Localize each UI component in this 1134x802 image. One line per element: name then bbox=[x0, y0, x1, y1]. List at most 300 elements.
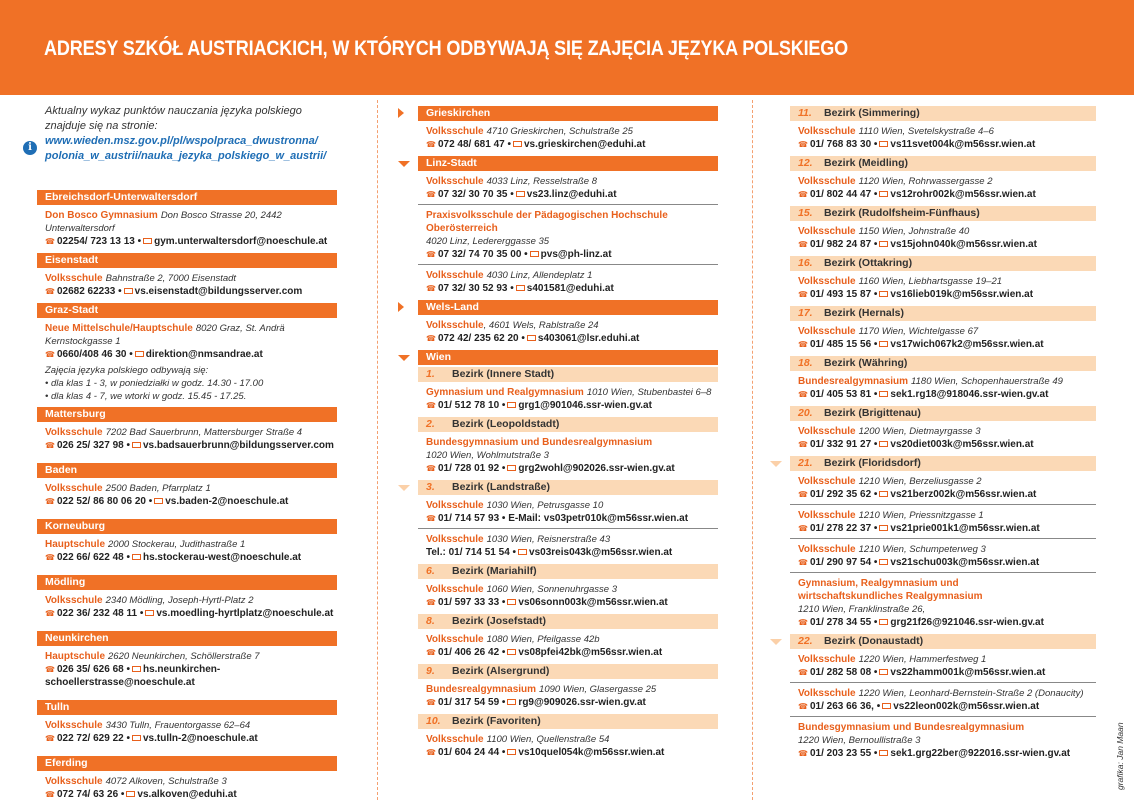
triangle-arrow-icon bbox=[398, 108, 404, 118]
school-entry: Gymnasium und Realgymnasium 1010 Wien, Stubenbastei 6–8 ☎ 01/ 512 78 10 • grg1@901046.ssr-wien.gv.at bbox=[426, 387, 712, 411]
school-name: Volksschule bbox=[798, 126, 856, 137]
region-header: Korneuburg bbox=[37, 519, 337, 534]
school-entry: Volksschule 1030 Wien, Reisnerstraße 43 Tel.: 01/ 714 51 54 • vs03reis043k@m56ssr.wien.at bbox=[426, 534, 673, 558]
phone-icon: ☎ bbox=[45, 497, 55, 506]
school-name: Volksschule bbox=[798, 510, 856, 521]
column-divider bbox=[752, 100, 753, 800]
email[interactable]: vs15john040k@m56ssr.wien.at bbox=[890, 239, 1037, 250]
mail-icon bbox=[879, 391, 888, 397]
phone-icon: ☎ bbox=[426, 284, 436, 293]
school-name: Volksschule bbox=[798, 654, 856, 665]
school-address: Don Bosco Strasse 20, 2442 Unterwaltersdorf bbox=[45, 210, 282, 234]
phone-icon: ☎ bbox=[45, 237, 55, 246]
column-divider bbox=[377, 100, 378, 800]
school-address: 1080 Wien, Pfeilgasse 42b bbox=[486, 634, 600, 645]
phone-number: 01/ 597 33 33 bbox=[437, 597, 500, 608]
school-entry: Volksschule 1220 Wien, Leonhard-Bernstein-Straße 2 (Donaucity) ☎ 01/ 263 66 36, • vs22leon002k@m56ssr.wien.at bbox=[790, 683, 1096, 717]
school-entry: Volksschule 2500 Baden, Pfarrplatz 1 ☎ 022 52/ 86 80 06 20 • vs.baden-2@noeschule.at bbox=[45, 483, 289, 507]
school-entry: Bundesrealgymnasium 1090 Wien, Glasergasse 25 ☎ 01/ 317 54 59 • rg9@909026.ssr-wien.gv.at bbox=[426, 684, 657, 708]
school-name: Volksschule bbox=[45, 483, 103, 494]
phone-number: 022 66/ 622 48 bbox=[56, 552, 124, 563]
school-address: 1060 Wien, Sonnenuhrgasse 3 bbox=[486, 584, 617, 595]
school-entry: Volksschule 1210 Wien, Priessnitzgasse 1 ☎ 01/ 278 22 37 • vs21prie001k1@m56ssr.wien.at bbox=[790, 505, 1096, 539]
school-name: Volksschule bbox=[426, 634, 484, 645]
mail-icon bbox=[879, 341, 888, 347]
intro-link[interactable]: www.wieden.msz.gov.pl/pl/wspolpraca_dwustronna/ bbox=[45, 135, 318, 147]
region-header: Tulln bbox=[37, 700, 337, 715]
region-header: Graz-Stadt bbox=[37, 303, 337, 318]
school-address: 1010 Wien, Stubenbastei 6–8 bbox=[586, 387, 712, 398]
email[interactable]: vs20diet003k@m56ssr.wien.at bbox=[890, 439, 1034, 450]
column-3 bbox=[790, 104, 1096, 763]
school-entry: Volksschule 4033 Linz, Resselstraße 8 ☎ 07 32/ 30 70 35 • vs23.linz@eduhi.at bbox=[418, 171, 718, 205]
school-address: 4030 Linz, Allendeplatz 1 bbox=[486, 270, 593, 281]
phone-number: 01/ 332 91 27 bbox=[809, 439, 872, 450]
mail-icon bbox=[507, 599, 516, 605]
district-header: 3. Bezirk (Landstraße) bbox=[418, 480, 718, 495]
region-header: Ebreichsdorf-Unterwaltersdorf bbox=[37, 190, 337, 205]
phone-icon: ☎ bbox=[426, 514, 436, 523]
triangle-arrow-icon bbox=[770, 461, 782, 467]
school-entry: Don Bosco Gymnasium Don Bosco Strasse 20, 2442 Unterwaltersdorf ☎ 02254/ 723 13 13 • gym.unterwaltersdorf@noeschule.at bbox=[45, 210, 328, 247]
district-header: 12. Bezirk (Meidling) bbox=[790, 156, 1096, 171]
mail-icon bbox=[879, 141, 888, 147]
triangle-arrow-icon bbox=[770, 639, 782, 645]
phone-number: 01/ 982 24 87 bbox=[809, 239, 872, 250]
intro-block bbox=[28, 100, 337, 188]
phone-number: 07 32/ 30 52 93 bbox=[437, 283, 508, 294]
mail-icon bbox=[507, 699, 516, 705]
school-name: Volksschule bbox=[45, 427, 103, 438]
school-entry: Volksschule 1220 Wien, Hammerfestweg 1 ☎ 01/ 282 58 08 • vs22hamm001k@m56ssr.wien.at bbox=[790, 649, 1096, 683]
district-header: 16. Bezirk (Ottakring) bbox=[790, 256, 1096, 271]
email[interactable]: vs21prie001k1@m56ssr.wien.at bbox=[890, 523, 1040, 534]
school-address: 1210 Wien, Priessnitzgasse 1 bbox=[858, 510, 984, 521]
school-name: Volksschule bbox=[426, 320, 484, 331]
school-address: 1030 Wien, Petrusgasse 10 bbox=[486, 500, 604, 511]
mail-icon bbox=[145, 610, 154, 616]
school-name: Volksschule bbox=[798, 476, 856, 487]
phone-number: 072 48/ 681 47 bbox=[437, 139, 505, 150]
phone-number: 01/ 768 83 30 bbox=[809, 139, 872, 150]
mail-icon bbox=[507, 649, 516, 655]
school-name: Volksschule bbox=[798, 176, 856, 187]
school-name: Hauptschule bbox=[45, 651, 106, 662]
phone-number: 01/ 406 26 42 bbox=[437, 647, 500, 658]
note-line: • dla klas 1 - 3, w poniedziałki w godz. 14.30 - 17.00 bbox=[45, 378, 264, 389]
school-entry: Bundesrealgymnasium 1180 Wien, Schopenhauerstraße 49 ☎ 01/ 405 53 81 • sek1.rg18@918046.ssr-wien.gv.at bbox=[798, 376, 1063, 400]
school-address: 4033 Linz, Resselstraße 8 bbox=[486, 176, 597, 187]
email[interactable]: direktion@nmsandrae.at bbox=[145, 349, 263, 360]
phone-number: 026 35/ 626 68 bbox=[56, 664, 124, 675]
school-entry: Volksschule 4072 Alkoven, Schulstraße 3 ☎ 072 74/ 63 26 • vs.alkoven@eduhi.at bbox=[45, 776, 237, 800]
school-address: 2500 Baden, Pfarrplatz 1 bbox=[105, 483, 211, 494]
school-entry: Volksschule 1120 Wien, Rohrwassergasse 2 ☎ 01/ 802 44 47 • vs12rohr002k@m56ssr.wien.at bbox=[798, 176, 1036, 200]
region-header: Neunkirchen bbox=[37, 631, 337, 646]
school-address: 1220 Wien, Hammerfestweg 1 bbox=[858, 654, 987, 665]
intro-link[interactable]: polonia_w_austrii/nauka_jezyka_polskiego_w_austrii/ bbox=[45, 150, 327, 162]
school-address: 1210 Wien, Schumpeterweg 3 bbox=[858, 544, 986, 555]
phone-icon: ☎ bbox=[45, 609, 55, 618]
region-header: Wels-Land bbox=[418, 300, 718, 315]
phone-number: 02682 62233 bbox=[56, 286, 116, 297]
mail-icon bbox=[882, 703, 891, 709]
school-entry: Volksschule 2340 Mödling, Joseph-Hyrtl-Platz 2 ☎ 022 36/ 232 48 11 • vs.moedling-hyrtlplatz@noeschule.at bbox=[45, 595, 334, 619]
email[interactable]: s403061@lsr.eduhi.at bbox=[537, 333, 640, 344]
school-name: Bundesrealgymnasium bbox=[798, 376, 909, 387]
phone-number: 01/ 493 15 87 bbox=[809, 289, 872, 300]
phone-icon: ☎ bbox=[45, 734, 55, 743]
school-entry: Volksschule 1160 Wien, Liebhartsgasse 19–21 ☎ 01/ 493 15 87 • vs16lieb019k@m56ssr.wien.at bbox=[798, 276, 1034, 300]
column-2 bbox=[418, 104, 718, 762]
mail-icon bbox=[527, 335, 536, 341]
schedule-note bbox=[37, 361, 337, 405]
phone-icon: ☎ bbox=[45, 287, 55, 296]
intro-text: Aktualny wykaz punktów nauczania języka polskiego bbox=[45, 105, 302, 117]
mail-icon bbox=[879, 619, 888, 625]
school-address: 1210 Wien, Franklinstraße 26, bbox=[798, 604, 926, 615]
mail-icon bbox=[879, 291, 888, 297]
school-address: 2620 Neunkirchen, Schöllerstraße 7 bbox=[108, 651, 260, 662]
mail-icon bbox=[879, 441, 888, 447]
phone-icon: ☎ bbox=[798, 702, 808, 711]
school-entry: Volksschule 1170 Wien, Wichtelgasse 67 ☎ 01/ 485 15 56 • vs17wich067k2@m56ssr.wien.at bbox=[798, 326, 1044, 350]
phone-number: 01/ 292 35 62 bbox=[809, 489, 872, 500]
school-address: 1220 Wien, Leonhard-Bernstein-Straße 2 (Donaucity) bbox=[858, 688, 1084, 699]
phone-number: 01/ 714 57 93 bbox=[437, 513, 500, 524]
school-entry: Bundesgymnasium und Bundesrealgymnasium 1020 Wien, Wohlmutstraße 3 ☎ 01/ 728 01 92 • grg2wohl@902026.ssr-wien.gv.at bbox=[418, 432, 718, 478]
email[interactable]: vs21berz002k@m56ssr.wien.at bbox=[890, 489, 1037, 500]
school-name: Hauptschule bbox=[45, 539, 106, 550]
school-entry: Volksschule 1030 Wien, Petrusgasse 10 ☎ 01/ 714 57 93 • E-Mail: vs03petr010k@m56ssr.wien.at bbox=[418, 495, 718, 529]
info-icon: i bbox=[23, 141, 37, 155]
phone-number: 01/ 512 78 10 bbox=[437, 400, 500, 411]
triangle-arrow-icon bbox=[398, 355, 410, 361]
phone-number: 01/ 728 01 92 bbox=[437, 463, 500, 474]
school-entry: Volksschule 3430 Tulln, Frauentorgasse 62–64 ☎ 022 72/ 629 22 • vs.tulln-2@noeschule.at bbox=[45, 720, 258, 744]
email[interactable]: vs03reis043k@m56ssr.wien.at bbox=[529, 547, 673, 558]
region-header: Linz-Stadt bbox=[418, 156, 718, 171]
triangle-arrow-icon bbox=[398, 485, 410, 491]
phone-icon: ☎ bbox=[798, 440, 808, 449]
phone-number: 07 32/ 30 70 35 bbox=[437, 189, 508, 200]
email[interactable]: vs22hamm001k@m56ssr.wien.at bbox=[890, 667, 1046, 678]
email[interactable]: vs12rohr002k@m56ssr.wien.at bbox=[890, 189, 1036, 200]
district-header: 18. Bezirk (Währing) bbox=[790, 356, 1096, 371]
column-1 bbox=[28, 100, 337, 802]
email[interactable]: grg1@901046.ssr-wien.gv.at bbox=[518, 400, 652, 411]
school-name: Bundesrealgymnasium bbox=[426, 684, 537, 695]
intro-text: znajduje się na stronie: bbox=[45, 120, 158, 132]
school-address: 4710 Grieskirchen, Schulstraße 25 bbox=[486, 126, 633, 137]
region-header: Eisenstadt bbox=[37, 253, 337, 268]
phone-icon: ☎ bbox=[426, 464, 436, 473]
school-entry: Volksschule 1080 Wien, Pfeilgasse 42b ☎ 01/ 406 26 42 • vs08pfei42bk@m56ssr.wien.at bbox=[426, 634, 663, 658]
triangle-arrow-icon bbox=[398, 302, 404, 312]
district-header: 2. Bezirk (Leopoldstadt) bbox=[418, 417, 718, 432]
school-name: wirtschaftskundliches Realgymnasium bbox=[798, 591, 983, 602]
school-address: 8020 Graz, St. Andrä Kernstockgasse 1 bbox=[45, 323, 285, 347]
phone-icon: ☎ bbox=[798, 190, 808, 199]
phone-icon: ☎ bbox=[426, 334, 436, 343]
mail-icon bbox=[879, 559, 888, 565]
phone-icon: ☎ bbox=[798, 340, 808, 349]
phone-icon: ☎ bbox=[798, 618, 808, 627]
email[interactable]: vs.alkoven@eduhi.at bbox=[137, 789, 237, 800]
school-name: Volksschule bbox=[798, 688, 856, 699]
phone-number: 01/ 278 22 37 bbox=[809, 523, 872, 534]
district-header: 15. Bezirk (Rudolfsheim-Fünfhaus) bbox=[790, 206, 1096, 221]
email[interactable]: hs.stockerau-west@noeschule.at bbox=[142, 552, 302, 563]
phone-icon: ☎ bbox=[426, 598, 436, 607]
school-address: 1090 Wien, Glasergasse 25 bbox=[539, 684, 657, 695]
email[interactable]: sek1.rg18@918046.ssr-wien.gv.at bbox=[890, 389, 1049, 400]
school-entry: Volksschule 4710 Grieskirchen, Schulstraße 25 ☎ 072 48/ 681 47 • vs.grieskirchen@eduhi.at bbox=[426, 126, 646, 150]
phone-number: 01/ 278 34 55 bbox=[809, 617, 872, 628]
email[interactable]: rg9@909026.ssr-wien.gv.at bbox=[518, 697, 646, 708]
email[interactable]: vs16lieb019k@m56ssr.wien.at bbox=[890, 289, 1034, 300]
phone-number: 01/ 604 24 44 bbox=[437, 747, 500, 758]
email[interactable]: vs.badsauerbrunn@bildungsserver.com bbox=[142, 440, 334, 451]
school-name: Gymnasium und Realgymnasium bbox=[426, 387, 584, 398]
mail-icon bbox=[507, 749, 516, 755]
school-name: Volksschule bbox=[426, 500, 484, 511]
school-address: 1160 Wien, Liebhartsgasse 19–21 bbox=[858, 276, 1003, 287]
phone-icon: ☎ bbox=[798, 390, 808, 399]
note-line: Zajęcia języka polskiego odbywają się: bbox=[45, 365, 209, 376]
school-entry: Hauptschule 2620 Neunkirchen, Schöllerstraße 7 ☎ 026 35/ 626 68 • hs.neunkirchen-schoellerstrasse@noeschule.at bbox=[45, 651, 260, 688]
phone-number: 01/ 317 54 59 bbox=[437, 697, 500, 708]
email[interactable]: vs10quel054k@m56ssr.wien.at bbox=[518, 747, 665, 758]
mail-icon bbox=[135, 351, 144, 357]
mail-icon bbox=[518, 549, 527, 555]
email[interactable]: vs11svet004k@m56ssr.wien.at bbox=[890, 139, 1036, 150]
school-address: 1110 Wien, Svetelskystraße 4–6 bbox=[858, 126, 994, 137]
mail-icon bbox=[879, 241, 888, 247]
email[interactable]: vs.grieskirchen@eduhi.at bbox=[523, 139, 646, 150]
email[interactable]: E-Mail: vs03petr010k@m56ssr.wien.at bbox=[508, 513, 689, 524]
school-address: 1100 Wien, Quellenstraße 54 bbox=[486, 734, 610, 745]
school-name: Volksschule bbox=[426, 734, 484, 745]
school-name: Volksschule bbox=[45, 273, 103, 284]
school-address: 1200 Wien, Dietmayrgasse 3 bbox=[858, 426, 981, 437]
school-entry: Volksschule 1100 Wien, Quellenstraße 54 ☎ 01/ 604 24 44 • vs10quel054k@m56ssr.wien.at bbox=[426, 734, 665, 758]
school-entry: Volksschule 7202 Bad Sauerbrunn, Mattersburger Straße 4 ☎ 026 25/ 327 98 • vs.badsauerbrunn@bildungsserver.com bbox=[45, 427, 334, 451]
mail-icon bbox=[879, 191, 888, 197]
phone-number: Tel.: 01/ 714 51 54 bbox=[426, 547, 510, 558]
phone-number: 072 74/ 63 26 bbox=[56, 789, 119, 800]
school-address: 3430 Tulln, Frauentorgasse 62–64 bbox=[105, 720, 251, 731]
district-header: 21. Bezirk (Floridsdorf) bbox=[790, 456, 1096, 471]
phone-icon: ☎ bbox=[798, 140, 808, 149]
mail-icon bbox=[879, 669, 888, 675]
email[interactable]: vs22leon002k@m56ssr.wien.at bbox=[893, 701, 1040, 712]
school-entry: Volksschule Bahnstraße 2, 7000 Eisenstadt ☎ 02682 62233 • vs.eisenstadt@bildungsserver.com bbox=[45, 273, 303, 297]
school-entry: Bundesgymnasium und Bundesrealgymnasium 1220 Wien, Bernoullistraße 3 ☎ 01/ 203 23 55 • sek1.grg22ber@922016.ssr-wien.gv.at bbox=[790, 717, 1096, 763]
mail-icon bbox=[132, 554, 141, 560]
district-header: 11. Bezirk (Simmering) bbox=[790, 106, 1096, 121]
email[interactable]: vs23.linz@eduhi.at bbox=[526, 189, 617, 200]
school-address: 1150 Wien, Johnstraße 40 bbox=[858, 226, 970, 237]
school-name: Volksschule bbox=[426, 270, 484, 281]
school-name: Gymnasium, Realgymnasium und bbox=[798, 578, 959, 589]
school-name: Don Bosco Gymnasium bbox=[45, 210, 158, 221]
phone-number: 01/ 802 44 47 bbox=[809, 189, 872, 200]
phone-icon: ☎ bbox=[45, 790, 55, 799]
school-entry: Neue Mittelschule/Hauptschule 8020 Graz, St. Andrä Kernstockgasse 1 ☎ 0660/408 46 30 • direktion@nmsandrae.at bbox=[45, 323, 285, 360]
school-name: Volksschule bbox=[426, 176, 484, 187]
email[interactable]: grg2wohl@902026.ssr-wien.gv.at bbox=[518, 463, 675, 474]
email[interactable]: vs.baden-2@noeschule.at bbox=[165, 496, 289, 507]
school-address: 7202 Bad Sauerbrunn, Mattersburger Straße 4 bbox=[105, 427, 303, 438]
phone-icon: ☎ bbox=[798, 524, 808, 533]
mail-icon bbox=[516, 285, 525, 291]
mail-icon bbox=[879, 491, 888, 497]
email[interactable]: vs.eisenstadt@bildungsserver.com bbox=[134, 286, 303, 297]
school-address: 1170 Wien, Wichtelgasse 67 bbox=[858, 326, 979, 337]
phone-icon: ☎ bbox=[426, 748, 436, 757]
mail-icon bbox=[154, 498, 163, 504]
region-header: Mattersburg bbox=[37, 407, 337, 422]
mail-icon bbox=[530, 251, 539, 257]
school-name: Volksschule bbox=[798, 226, 856, 237]
phone-icon: ☎ bbox=[798, 558, 808, 567]
phone-icon: ☎ bbox=[426, 401, 436, 410]
credit-text: grafika: Jan Maan bbox=[1115, 722, 1125, 790]
phone-icon: ☎ bbox=[798, 290, 808, 299]
school-address: 1180 Wien, Schopenhauerstraße 49 bbox=[911, 376, 1063, 387]
phone-number: 0660/408 46 30 bbox=[56, 349, 127, 360]
phone-number: 072 42/ 235 62 20 bbox=[437, 333, 519, 344]
district-header: 20. Bezirk (Brigittenau) bbox=[790, 406, 1096, 421]
school-entry: Volksschule 1210 Wien, Schumpeterweg 3 ☎ 01/ 290 97 54 • vs21schu003k@m56ssr.wien.at bbox=[790, 539, 1096, 573]
triangle-arrow-icon bbox=[398, 161, 410, 167]
school-entry: Volksschule 4030 Linz, Allendeplatz 1 ☎ 07 32/ 30 52 93 • s401581@eduhi.at bbox=[426, 270, 614, 294]
mail-icon bbox=[143, 238, 152, 244]
district-header: 6. Bezirk (Mariahilf) bbox=[418, 564, 718, 579]
phone-number: 01/ 405 53 81 bbox=[809, 389, 872, 400]
region-header: Baden bbox=[37, 463, 337, 478]
email[interactable]: grg21f26@921046.ssr-wien.gv.at bbox=[890, 617, 1044, 628]
email[interactable]: vs.tulln-2@noeschule.at bbox=[142, 733, 258, 744]
email[interactable]: vs21schu003k@m56ssr.wien.at bbox=[890, 557, 1040, 568]
phone-icon: ☎ bbox=[45, 665, 55, 674]
school-name: Volksschule bbox=[426, 126, 484, 137]
school-entry: Hauptschule 2000 Stockerau, Judithastraße 1 ☎ 022 66/ 622 48 • hs.stockerau-west@noeschule.at bbox=[45, 539, 302, 563]
school-address: 1120 Wien, Rohrwassergasse 2 bbox=[858, 176, 993, 187]
region-header: Eferding bbox=[37, 756, 337, 771]
phone-icon: ☎ bbox=[798, 668, 808, 677]
region-header: Mödling bbox=[37, 575, 337, 590]
school-entry: Volksschule, 4601 Wels, Rablstraße 24 ☎ 072 42/ 235 62 20 • s403061@lsr.eduhi.at bbox=[426, 320, 640, 344]
phone-number: 02254/ 723 13 13 bbox=[56, 236, 135, 247]
school-name: Volksschule bbox=[426, 584, 484, 595]
phone-number: 01/ 263 66 36, bbox=[809, 701, 874, 712]
mail-icon bbox=[124, 288, 133, 294]
email[interactable]: pvs@ph-linz.at bbox=[540, 249, 612, 260]
school-address: , 4601 Wels, Rablstraße 24 bbox=[483, 320, 599, 331]
phone-icon: ☎ bbox=[45, 441, 55, 450]
school-name: Praxisvolksschule der Pädagogischen Hochschule Oberösterreich bbox=[426, 210, 668, 234]
school-address: 2000 Stockerau, Judithastraße 1 bbox=[108, 539, 246, 550]
mail-icon bbox=[507, 465, 516, 471]
district-header: 8. Bezirk (Josefstadt) bbox=[418, 614, 718, 629]
school-entry: Gymnasium, Realgymnasium und wirtschaftskundliches Realgymnasium 1210 Wien, Franklinstraße 26, ☎ 01/ 278 34 55 • grg21f26@921046.ssr-wien.gv.at bbox=[790, 573, 1096, 632]
school-name: Volksschule bbox=[798, 276, 856, 287]
school-address: Bahnstraße 2, 7000 Eisenstadt bbox=[105, 273, 237, 284]
district-header: 17. Bezirk (Hernals) bbox=[790, 306, 1096, 321]
school-entry: Volksschule 1200 Wien, Dietmayrgasse 3 ☎ 01/ 332 91 27 • vs20diet003k@m56ssr.wien.at bbox=[798, 426, 1034, 450]
mail-icon bbox=[513, 141, 522, 147]
mail-icon bbox=[879, 525, 888, 531]
school-entry: Volksschule 1110 Wien, Svetelskystraße 4–6 ☎ 01/ 768 83 30 • vs11svet004k@m56ssr.wien.at bbox=[798, 126, 1036, 150]
school-name: Bundesgymnasium und Bundesrealgymnasium bbox=[426, 437, 653, 448]
mail-icon bbox=[132, 735, 141, 741]
email[interactable]: vs06sonn003k@m56ssr.wien.at bbox=[518, 597, 668, 608]
phone-icon: ☎ bbox=[798, 490, 808, 499]
school-name: Volksschule bbox=[798, 326, 856, 337]
email[interactable]: hs.neunkirchen-schoellerstrasse@noeschule.at bbox=[45, 664, 221, 688]
mail-icon bbox=[126, 791, 135, 797]
school-address: 4072 Alkoven, Schulstraße 3 bbox=[105, 776, 227, 787]
phone-number: 026 25/ 327 98 bbox=[56, 440, 124, 451]
email[interactable]: gym.unterwaltersdorf@noeschule.at bbox=[154, 236, 328, 247]
phone-number: 01/ 290 97 54 bbox=[809, 557, 872, 568]
email[interactable]: vs08pfei42bk@m56ssr.wien.at bbox=[518, 647, 663, 658]
email[interactable]: vs.moedling-hyrtlplatz@noeschule.at bbox=[156, 608, 334, 619]
phone-number: 022 36/ 232 48 11 bbox=[56, 608, 138, 619]
region-header: Grieskirchen bbox=[418, 106, 718, 121]
district-header: 1. Bezirk (Innere Stadt) bbox=[418, 367, 718, 382]
page-title: ADRESY SZKÓŁ AUSTRIACKICH, W KTÓRYCH ODBYWAJĄ SIĘ ZAJĘCIA JĘZYKA POLSKIEGO bbox=[44, 37, 849, 60]
school-address: 1220 Wien, Bernoullistraße 3 bbox=[798, 735, 921, 746]
phone-number: 01/ 203 23 55 bbox=[809, 748, 872, 759]
district-header: 10. Bezirk (Favoriten) bbox=[418, 714, 718, 729]
phone-number: 022 52/ 86 80 06 20 bbox=[56, 496, 146, 507]
email[interactable]: s401581@eduhi.at bbox=[526, 283, 614, 294]
school-address: 1030 Wien, Reisnerstraße 43 bbox=[486, 534, 611, 545]
email[interactable]: vs17wich067k2@m56ssr.wien.at bbox=[890, 339, 1044, 350]
school-name: Volksschule bbox=[45, 776, 103, 787]
school-entry: Volksschule 1150 Wien, Johnstraße 40 ☎ 01/ 982 24 87 • vs15john040k@m56ssr.wien.at bbox=[798, 226, 1037, 250]
school-name: Volksschule bbox=[45, 595, 103, 606]
school-name: Volksschule bbox=[798, 544, 856, 555]
mail-icon bbox=[879, 750, 888, 756]
school-name: Volksschule bbox=[45, 720, 103, 731]
school-entry: Volksschule 1210 Wien, Berzeliusgasse 2 ☎ 01/ 292 35 62 • vs21berz002k@m56ssr.wien.at bbox=[790, 471, 1096, 505]
phone-number: 01/ 485 15 56 bbox=[809, 339, 872, 350]
mail-icon bbox=[132, 666, 141, 672]
school-name: Volksschule bbox=[426, 534, 484, 545]
phone-icon: ☎ bbox=[426, 190, 436, 199]
phone-number: 07 32/ 74 70 35 00 bbox=[437, 249, 522, 260]
mail-icon bbox=[516, 191, 525, 197]
school-entry: Volksschule 1060 Wien, Sonnenuhrgasse 3 ☎ 01/ 597 33 33 • vs06sonn003k@m56ssr.wien.at bbox=[426, 584, 668, 608]
mail-icon bbox=[507, 402, 516, 408]
phone-icon: ☎ bbox=[426, 648, 436, 657]
district-header: 22. Bezirk (Donaustadt) bbox=[790, 634, 1096, 649]
school-entry: Praxisvolksschule der Pädagogischen Hochschule Oberösterreich 4020 Linz, Ledererggasse 35 ☎ 07 32/ 74 70 35 00 • pvs@ph-linz.at bbox=[418, 205, 718, 265]
phone-icon: ☎ bbox=[45, 553, 55, 562]
phone-icon: ☎ bbox=[798, 240, 808, 249]
phone-icon: ☎ bbox=[426, 140, 436, 149]
school-address: 1020 Wien, Wohlmutstraße 3 bbox=[426, 450, 549, 461]
email[interactable]: sek1.grg22ber@922016.ssr-wien.gv.at bbox=[890, 748, 1071, 759]
phone-icon: ☎ bbox=[426, 698, 436, 707]
school-address: 2340 Mödling, Joseph-Hyrtl-Platz 2 bbox=[105, 595, 254, 606]
phone-icon: ☎ bbox=[798, 749, 808, 758]
phone-icon: ☎ bbox=[426, 250, 436, 259]
